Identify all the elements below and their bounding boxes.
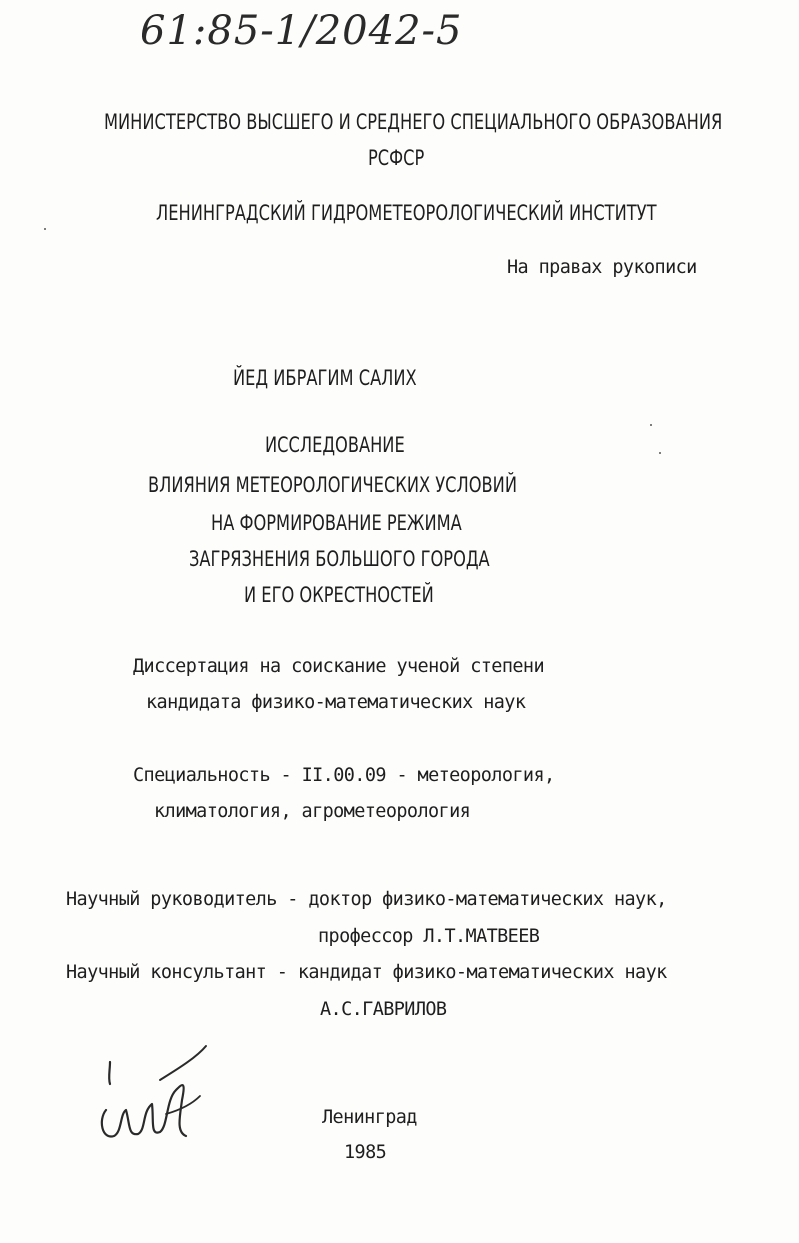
specialty-line-1: Специальность - II.00.09 - метеорология, [133, 765, 555, 786]
ministry-line-2: РСФСР [368, 146, 425, 170]
title-line-3: НА ФОРМИРОВАНИЕ РЕЖИМА [211, 511, 462, 535]
institute-name: ЛЕНИНГРАДСКИЙ ГИДРОМЕТЕОРОЛОГИЧЕСКИЙ ИНСТИТУТ [156, 201, 657, 225]
author-name: ЙЕД ИБРАГИМ САЛИХ [233, 366, 417, 390]
title-line-4: ЗАГРЯЗНЕНИЯ БОЛЬШОГО ГОРОДА [189, 547, 490, 571]
scan-speck [650, 424, 652, 426]
scan-speck [44, 228, 46, 230]
city: Ленинград [322, 1107, 417, 1128]
degree-line-2: кандидата физико-математических наук [146, 692, 526, 713]
ministry-line-1: МИНИСТЕРСТВО ВЫСШЕГО И СРЕДНЕГО СПЕЦИАЛЬНОГО ОБРАЗОВАНИЯ [104, 110, 723, 134]
specialty-line-2: климатология, агрометеорология [154, 801, 471, 822]
advisor-line-1: Научный руководитель - доктор физико-математических наук, [66, 889, 667, 910]
handwritten-signature [96, 1040, 216, 1150]
year: 1985 [344, 1142, 387, 1163]
consultant-line-2: А.С.ГАВРИЛОВ [320, 999, 447, 1020]
title-line-1: ИССЛЕДОВАНИЕ [265, 433, 405, 457]
advisor-line-2: профессор Л.Т.МАТВЕЕВ [318, 926, 540, 947]
degree-line-1: Диссертация на соискание ученой степени [133, 656, 544, 677]
rights-note: На правах рукописи [507, 257, 697, 278]
consultant-line-1: Научный консультант - кандидат физико-математических наук [66, 962, 667, 983]
title-line-5: И ЕГО ОКРЕСТНОСТЕЙ [244, 583, 434, 607]
title-line-2: ВЛИЯНИЯ МЕТЕОРОЛОГИЧЕСКИХ УСЛОВИЙ [148, 473, 517, 497]
scan-speck [659, 452, 661, 454]
handwritten-archive-number: 61:85-1/2042-5 [140, 8, 463, 54]
